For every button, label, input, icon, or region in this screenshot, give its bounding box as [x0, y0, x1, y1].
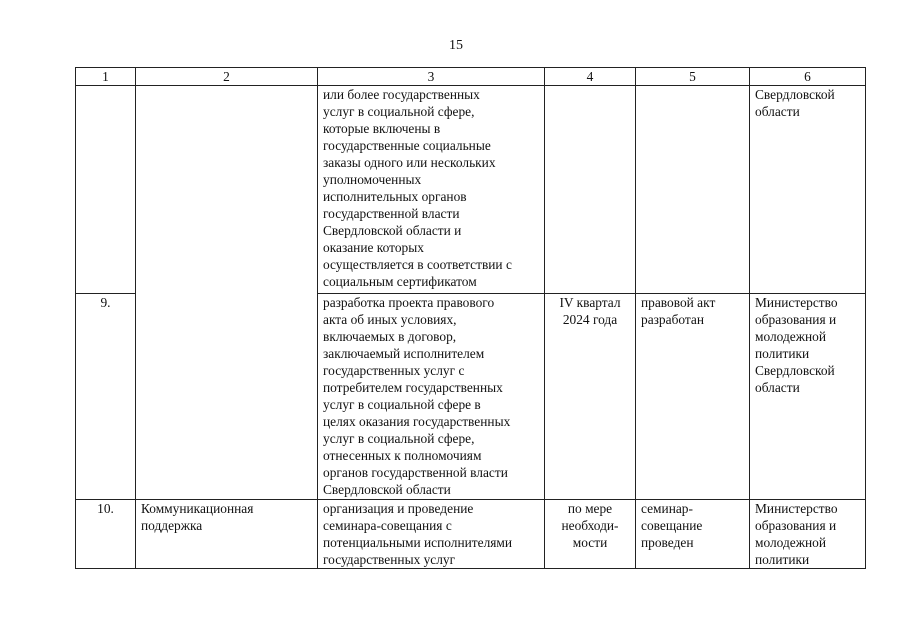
term-cell: IV квартал 2024 года	[545, 294, 636, 500]
term-cell	[545, 86, 636, 294]
row-number-cell: 10.	[76, 500, 136, 569]
activity-name-cell	[136, 86, 318, 294]
column-header: 4	[545, 68, 636, 86]
action-cell: или более государственных услуг в социальной сфере, которые включены в государственные социальные заказы одного или нескольких уполномоченных исполнительных органов государственной власти Свердловской области и оказание которых осуществляется в соответствии с социальным сертификатом	[318, 86, 545, 294]
table-header-row	[76, 68, 866, 86]
result-cell	[636, 86, 750, 294]
column-header: 3	[318, 68, 545, 86]
column-header: 6	[750, 68, 866, 86]
action-cell: разработка проекта правового акта об иных условиях, включаемых в договор, заключаемый исполнителем государственных услуг с потребителем государственных услуг в социальной сфере в целях оказания государственных услуг в социальной сфере, отнесенных к полномочиям органов государственной власти Свердловской области	[318, 294, 545, 500]
column-header: 5	[636, 68, 750, 86]
activity-name-cell: Коммуникационная поддержка	[136, 500, 318, 569]
column-header: 2	[136, 68, 318, 86]
table-row	[76, 294, 866, 500]
responsible-cell: Министерство образования и молодежной политики Свердловской области	[750, 294, 866, 500]
row-number-cell: 9.	[76, 294, 136, 500]
result-cell: правовой акт разработан	[636, 294, 750, 500]
page-number: 15	[449, 38, 463, 53]
term-cell: по мере необходи- мости	[545, 500, 636, 569]
activity-name-cell	[136, 294, 318, 500]
table-row	[76, 500, 866, 569]
plan-table	[75, 67, 866, 569]
result-cell: семинар- совещание проведен	[636, 500, 750, 569]
responsible-cell: Свердловской области	[750, 86, 866, 294]
table-row	[76, 86, 866, 294]
action-cell: организация и проведение семинара-совещания с потенциальными исполнителями государственных услуг	[318, 500, 545, 569]
row-number-cell	[76, 86, 136, 294]
column-header: 1	[76, 68, 136, 86]
responsible-cell: Министерство образования и молодежной политики	[750, 500, 866, 569]
